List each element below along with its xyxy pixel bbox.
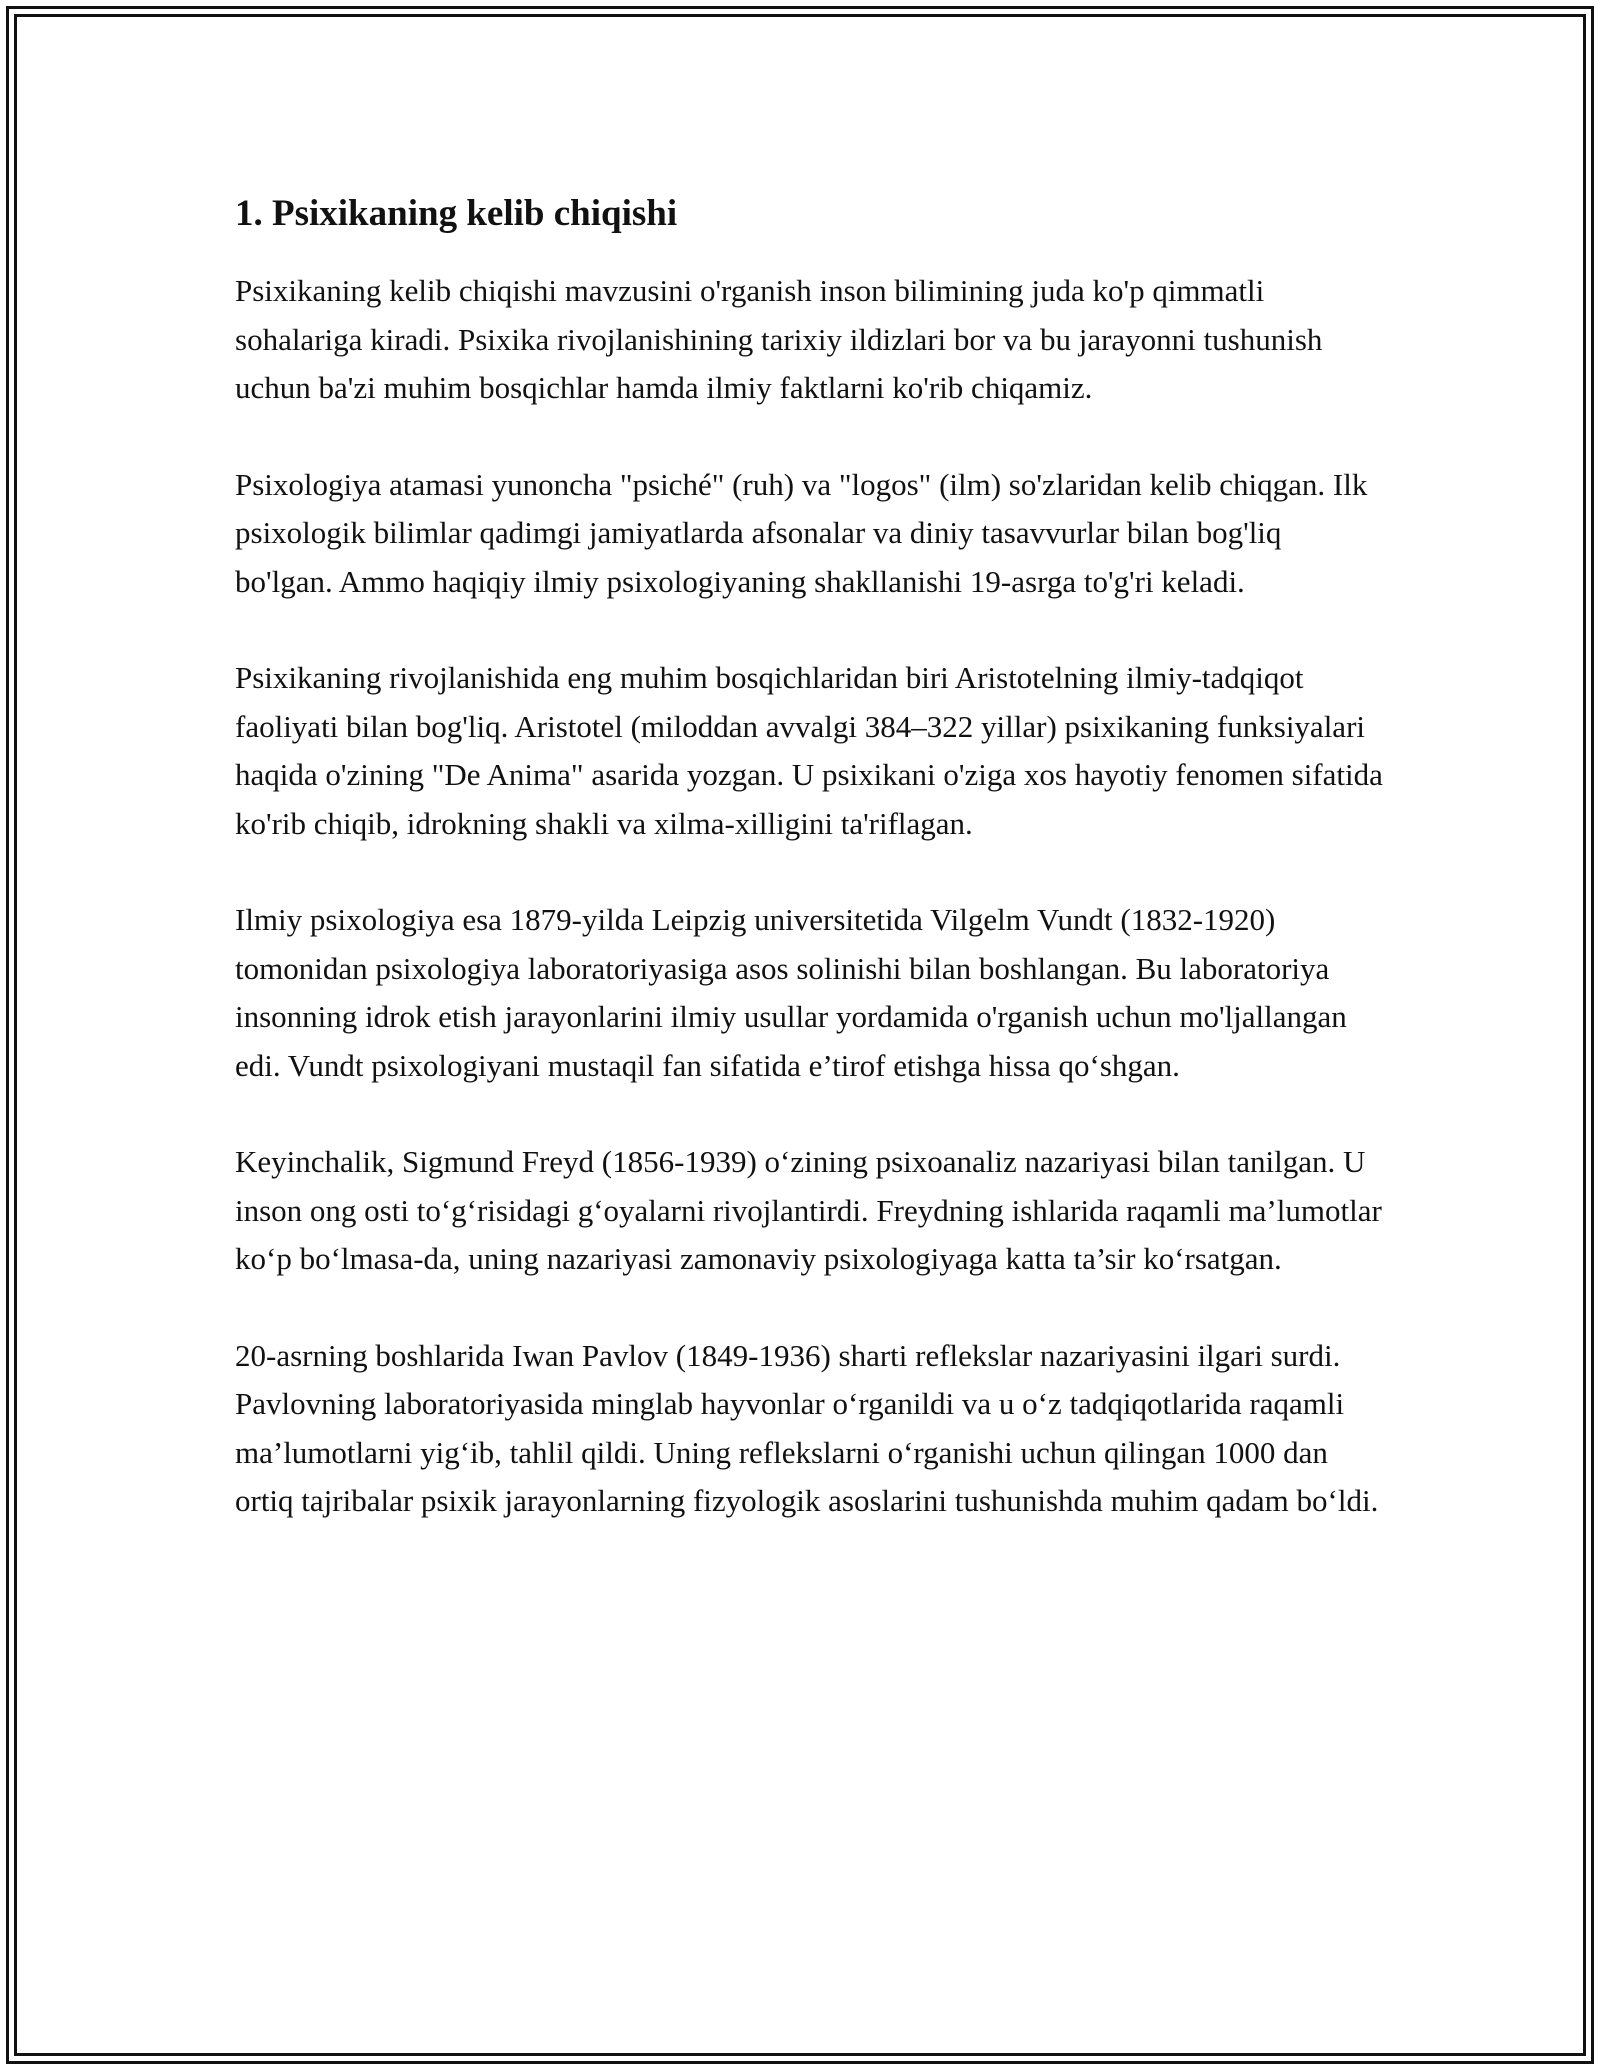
paragraph-6: 20-asrning boshlarida Iwan Pavlov (1849-1936) sharti reflekslar nazariyasini ilgari surdi. Pavlovning laboratoriyasida minglab hayvonlar o‘rganildi va u o‘z tadqiqotlarida raqamli ma’lumotlarni yig‘ib, tahlil qildi. Uning reflekslarni o‘rganishi uchun qilingan 1000 dan ortiq tajribalar psixik jarayonlarning fizyologik asoslarini tushunishda muhim qadam bo‘ldi. xyxy=(235,1337,1379,1518)
document-body xyxy=(235,185,1385,1574)
paragraph-4: Ilmiy psixologiya esa 1879-yilda Leipzig universitetida Vilgelm Vundt (1832-1920) tomonidan psixologiya laboratoriyasiga asos solinishi bilan boshlangan. Bu laboratoriya insonning idrok etish jarayonlarini ilmiy usullar yordamida o'rganish uchun mo'ljallangan edi. Vundt psixologiyani mustaqil fan sifatida e’tirof etishga hissa qo‘shgan. xyxy=(235,902,1347,1083)
paragraph-1: Psixikaning kelib chiqishi mavzusini o'rganish inson bilimining juda ko'p qimmatli sohalariga kiradi. Psixika rivojlanishining tarixiy ildizlari bor va bu jarayonni tushunish uchun ba'zi muhim bosqichlar hamda ilmiy faktlarni ko'rib chiqamiz. xyxy=(235,273,1323,405)
paragraph-2: Psixologiya atamasi yunoncha "psiché" (ruh) va "logos" (ilm) so'zlaridan kelib chiqgan. Ilk psixologik bilimlar qadimgi jamiyatlarda afsonalar va diniy tasavvurlar bilan bog'liq bo'lgan. Ammo haqiqiy ilmiy psixologiyaning shakllanishi 19-asrga to'g'ri keladi. xyxy=(235,466,1368,599)
paragraph-3: Psixikaning rivojlanishida eng muhim bosqichlaridan biri Aristotelning ilmiy-tadqiqot faoliyati bilan bog'liq. Aristotel (miloddan avvalgi 384–322 yillar) psixikaning funksiyalari haqida o'zining "De Anima" asarida yozgan. U psixikani o'ziga xos hayotiy fenomen sifatida ko'rib chiqib, idrokning shakli va xilma-xilligini ta'riflagan. xyxy=(235,660,1383,841)
paragraph-5: Keyinchalik, Sigmund Freyd (1856-1939) o‘zining psixoanaliz nazariyasi bilan tanilgan. U inson ong osti to‘g‘risidagi g‘oyalarni rivojlantirdi. Freydning ishlarida raqamli ma’lumotlar ko‘p bo‘lmasa-da, uning nazariyasi zamonaviy psixologiyaga katta ta’sir ko‘rsatgan. xyxy=(235,1144,1382,1276)
section-title: 1. Psixikaning kelib chiqishi xyxy=(235,193,678,234)
